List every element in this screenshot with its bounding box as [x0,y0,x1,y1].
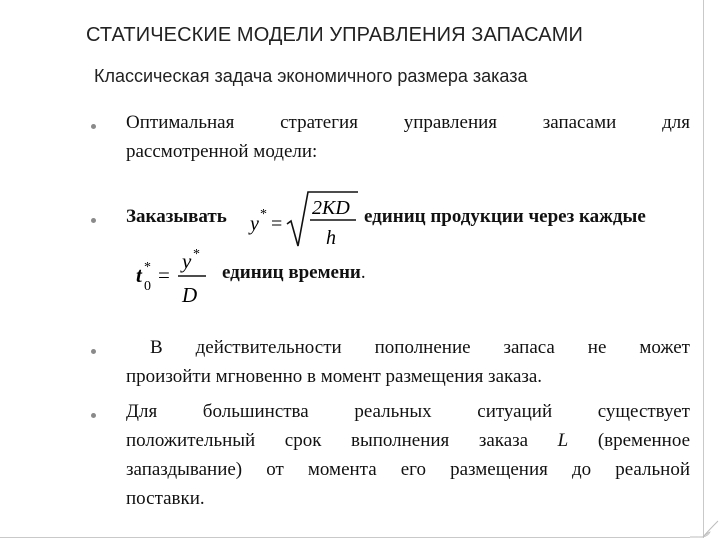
slide-subtitle: Классическая задача экономичного размера заказа [94,66,528,86]
formula-eoq-star: * [260,207,267,222]
formula-eoq-y: y [250,213,259,235]
page-curl-icon [688,520,720,540]
formula-t-equals: = [158,263,170,287]
formula-cycle-time [130,246,214,310]
bullet-marker [91,413,96,418]
bullet-4-line-3: запаздывание) от момента его размещения до реальной [126,459,690,480]
formula-t-letter: t [136,263,142,287]
bullet-4-line-2-start: положительный срок выполнения заказа [126,430,529,451]
bullet-4-line-1: Для большинства реальных ситуаций существует [126,401,690,422]
formula-t-numerator-star: * [193,247,200,262]
bullet-3-line-2: произойти мгновенно в момент размещения заказа. [126,366,543,387]
time-units-dot: . [360,262,366,283]
formula-eoq-equals: = [271,213,283,235]
bullet-3-text [126,333,690,391]
formula-eoq-denominator: h [326,227,336,249]
formula-t-star: * [144,260,151,275]
slide-frame-bottom [0,537,690,538]
bullet-3-line-1: В действительности пополнение запаса не может [150,337,690,358]
lead-time-variable: L [557,430,569,451]
slide-title: СТАТИЧЕСКИЕ МОДЕЛИ УПРАВЛЕНИЯ ЗАПАСАМИ [86,24,583,46]
bullet-4-line-2-end: (временное [597,430,691,451]
formula-t-numerator: y [182,249,192,273]
bullet-marker [91,124,96,129]
formula-eoq [244,186,360,254]
bullet-marker [91,218,96,223]
bullet-1-text [126,108,690,166]
bullet-4-text [126,397,690,513]
order-prefix-text: Заказывать [126,206,227,227]
bullet-1-line-2: рассмотренной модели: [126,141,318,162]
order-suffix-text: единиц продукции через каждые [364,206,646,227]
bullet-4-line-4: поставки. [126,488,205,509]
bullet-1-line-1: Оптимальная стратегия управления запасами для [126,112,690,133]
bullet-marker [91,349,96,354]
bullet-4-line-2 [126,426,690,455]
time-units-label: единиц времени [222,262,361,283]
slide-frame-right [703,0,704,540]
time-units-text [222,262,366,284]
formula-eoq-numerator: 2KD [312,197,350,219]
formula-t-denominator: D [182,283,198,307]
formula-t-subscript: 0 [144,279,151,294]
